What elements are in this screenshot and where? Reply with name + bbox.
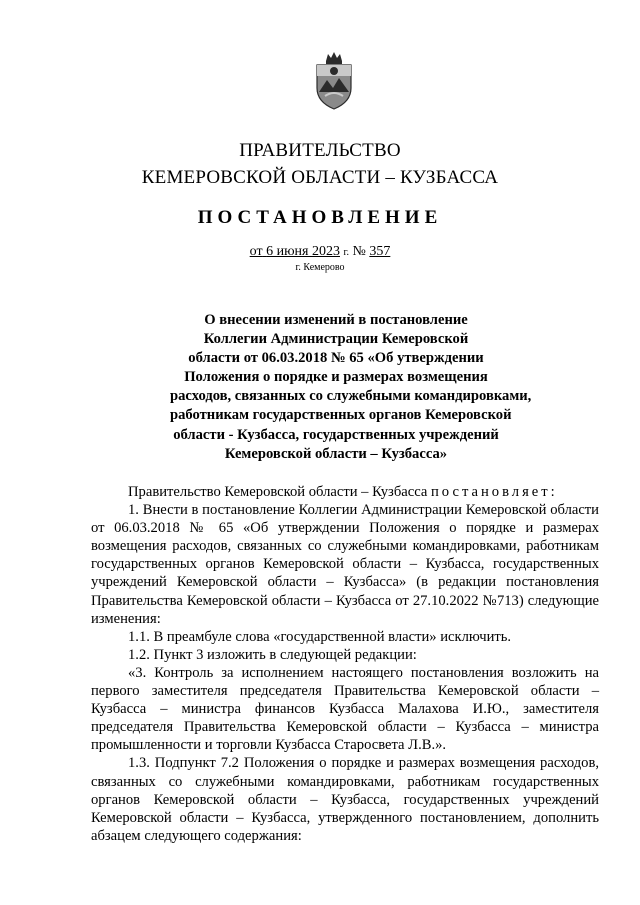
title-line: области от 06.03.2018 № 65 «Об утверждении	[188, 350, 484, 367]
year-abbreviation: г.	[343, 247, 349, 258]
document-date: 6 июня 2023	[266, 244, 340, 259]
title-line: Положения о порядке и размерах возмещения	[184, 369, 488, 386]
paragraph-1-2-quote: «3. Контроль за исполнением настоящего постановления возложить на первого заместителя председателя Правительства Кемеровской области – Кузбасса – министра финансов Кузбасса Малахова И.Ю., заместителя председателя Правительства Кемеровской области – Кузбасса – министра промышленности и торговли Кузбасса Старосвета Л.В.».	[91, 664, 599, 754]
title-line: Кемеровской области – Кузбасса»	[224, 445, 448, 462]
title-line: расходов, связанных со служебными командировками,	[170, 388, 532, 405]
title-line: О внесении изменений в постановление	[204, 312, 468, 328]
title-line: области - Кузбасса, государственных учреждений	[173, 426, 499, 443]
document-number: 357	[369, 244, 391, 259]
title-line: Коллегии Администрации Кемеровской	[203, 331, 469, 348]
document-type-heading: ПОСТАНОВЛЕНИЕ	[197, 207, 443, 228]
government-name-line1: ПРАВИТЕЛЬСТВО	[239, 140, 401, 161]
document-title	[170, 311, 532, 464]
number-sign: №	[352, 244, 366, 259]
paragraph-1: 1. Внести в постановление Коллегии Администрации Кемеровской области от 06.03.2018 № 65 «Об утверждении Положения о порядке и размерах возмещения расходов, связанных со служебными командировками, работникам государственных органов Кемеровской области – Кузбасса, государственных учреждений Кемеровской области – Кузбасса» (в редакции постановления Правительства Кемеровской области – Кузбасса от 27.10.2022 №713) следующие изменения:	[91, 502, 599, 627]
preamble-paragraph: Правительство Кемеровской области – Кузбасса постановляет:	[128, 484, 558, 500]
date-number-line	[0, 244, 640, 260]
paragraph-1-1: 1.1. В преамбуле слова «государственной власти» исключить.	[128, 628, 512, 645]
paragraph-1-2: 1.2. Пункт 3 изложить в следующей редакции:	[128, 646, 417, 663]
coat-of-arms-icon	[311, 52, 357, 110]
date-prefix: от 6 июня 2023	[249, 244, 340, 259]
title-line: работникам государственных органов Кемеровской	[170, 407, 512, 424]
paragraph-1-3: 1.3. Подпункт 7.2 Положения о порядке и размерах возмещения расходов, связанных со служебными командировками, работникам государственных органов Кемеровской области – Кузбасса, государственных учреждений Кемеровской области – Кузбасса, утвержденного постановлением, дополнить абзацем следующего содержания:	[91, 755, 599, 844]
document-body	[91, 483, 599, 845]
resolves-word: постановляет:	[431, 484, 558, 500]
government-name-line2: КЕМЕРОВСКОЙ ОБЛАСТИ – КУЗБАССА	[141, 167, 499, 188]
city-line: г. Кемерово	[295, 262, 345, 273]
